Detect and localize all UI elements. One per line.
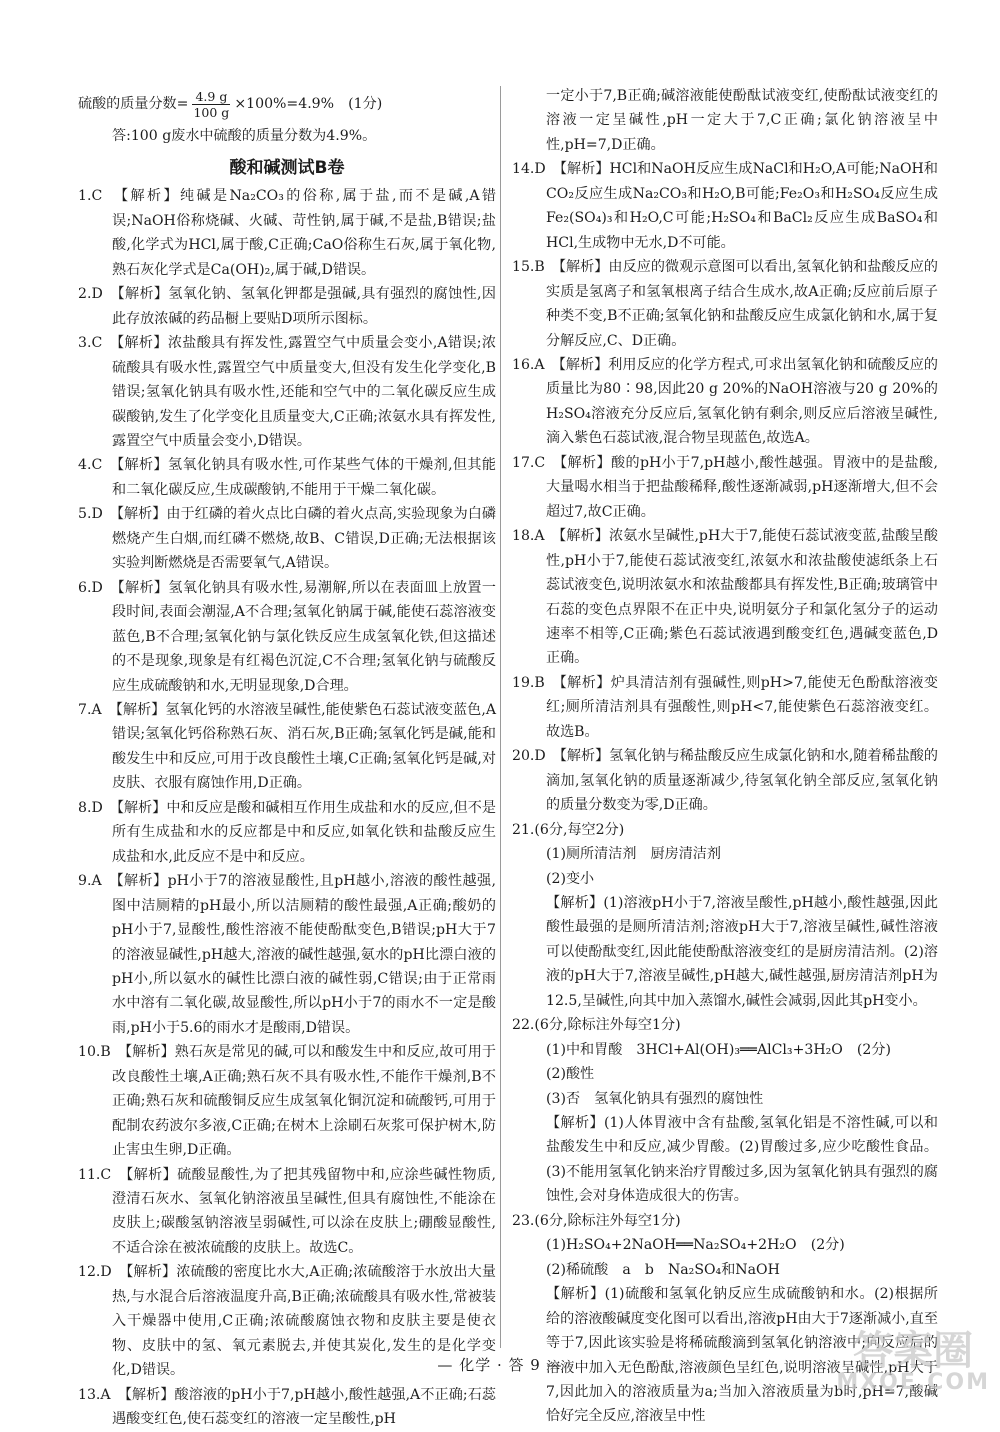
fraction-numerator: 4.9 g [192, 89, 230, 105]
answer-item: 13.A 【解析】酸溶液的pH小于7,pH越小,酸性越强,A不正确;石蕊遇酸变红色,使石蕊变红的溶液一定呈酸性,pH [78, 1386, 496, 1428]
continuation-text: 一定小于7,B正确;碱溶液能使酚酞试液变红,使酚酞试液变红的溶液一定呈碱性,pH一定大于7,C正确;氯化钠溶液呈中性,pH=7,D正确。 [546, 88, 938, 153]
page-footer: — 化学 · 答 9 — [437, 1356, 563, 1374]
answer-item: 20.D 【解析】氢氧化钠与稀盐酸反应生成氯化钠和水,随着稀盐酸的滴加,氢氧化钠的质量逐渐减少,待氢氧化钠全部反应,氢氧化钠的质量分数变为零,D正确。 [512, 748, 938, 814]
q23-answer-2: (2)稀硫酸 a b Na₂SO₄和NaOH [546, 1261, 780, 1278]
answer-item: 15.B 【解析】由反应的微观示意图可以看出,氢氧化钠和盐酸反应的实质是氢离子和氢氧根离子结合生成水,故A正确;反应前后原子种类不变,B不正确;氢氧化钠和盐酸反应生成氯化钠和水,属于复分解反应,C、D正确。 [512, 259, 938, 349]
answer-item: 1.C 【解析】纯碱是Na₂CO₃的俗称,属于盐,而不是碱,A错误;NaOH俗称烧碱、火碱、苛性钠,属于碱,不是盐,B错误;盐酸,化学式为HCl,属于酸,C正确;CaO俗称生石灰,属于氧化物,熟石灰化学式是Ca(OH)₂,属于碱,D错误。 [78, 188, 496, 278]
watermark-domain: MXQE.COM [836, 1370, 990, 1395]
watermark-text: 答案圈 [853, 1328, 974, 1374]
answer-item: 9.A 【解析】pH小于7的溶液显酸性,且pH越小,溶液的酸性越强,图中洁厕精的pH最小,所以洁厕精的酸性最强,A正确;酸奶的pH小于7,显酸性,酸性溶液不能使酚酞变色,B错误;pH大于7的溶液显碱性,pH越大,溶液的碱性越强,氨水的pH比漂白液的pH小,所以氨水的碱性比漂白液的碱性弱,C错误;由于正常雨水中溶有二氧化碳,故显酸性,所以pH小于7的雨水不一定是酸雨,pH小于5.6的雨水才是酸雨,D错误。 [78, 873, 496, 1036]
site-watermark-logo [836, 1330, 990, 1394]
q21-answer-1: (1)厕所清洁剂 厨房清洁剂 [546, 846, 721, 863]
answer-item: 4.C 【解析】氢氧化钠具有吸水性,可作某些气体的干燥剂,但其能和二氧化碳反应,生成碳酸钠,不能用于干燥二氧化碳。 [78, 457, 496, 498]
formula-fraction [192, 89, 230, 120]
q22-answer-3: (3)否 氢氧化钠具有强烈的腐蚀性 [546, 1090, 764, 1107]
q23-heading: 23.(6分,除标注外每空1分) [512, 1212, 681, 1229]
q22-analysis: 【解析】(1)人体胃液中含有盐酸,氢氧化铝是不溶性碱,可以和盐酸发生中和反应,减少胃酸。(2)胃酸过多,应少吃酸性食品。(3)不能用氢氧化钠来治疗胃酸过多,因为氢氧化钠具有强烈的腐蚀性,会对身体造成很大的伤害。 [546, 1115, 938, 1205]
q22-heading: 22.(6分,除标注外每空1分) [512, 1017, 681, 1034]
answer-item: 5.D 【解析】由于红磷的着火点比白磷的着火点高,实验现象为白磷燃烧产生白烟,而红磷不燃烧,故B、C错误,D正确;无法根据该实验判断燃烧是否需要氧气,A错误。 [78, 506, 496, 572]
answer-item: 14.D 【解析】HCl和NaOH反应生成NaCl和H₂O,A可能;NaOH和CO₂反应生成Na₂CO₃和H₂O,B可能;Fe₂O₃和H₂SO₄反应生成Fe₂(SO₄)₃和H₂O,C可能;H₂SO₄和BaCl₂反应生成BaSO₄和HCl,生成物中无水,D不可能。 [512, 161, 938, 251]
answer-item: 18.A 【解析】浓氨水呈碱性,pH大于7,能使石蕊试液变蓝,盐酸呈酸性,pH小于7,能使石蕊试液变红,浓氨水和浓盐酸使滤纸条上石蕊试液变色,说明浓氨水和浓盐酸都具有挥发性,B正确;玻璃管中石蕊的变色点界限不在正中央,说明氨分子和氯化氢分子的运动速率不相等,C正确;紫色石蕊试液遇到酸变红色,遇碱变蓝色,D正确。 [512, 528, 938, 667]
formula-lead: 硫酸的质量分数= [78, 95, 189, 112]
q21-analysis: 【解析】(1)溶液pH小于7,溶液呈酸性,pH越小,酸性越强,因此酸性最强的是厕所清洁剂;溶液pH大于7,溶液呈碱性,碱性溶液可以使酚酞变红,因此能使酚酞溶液变红的是厨房清洁剂。(2)溶液的pH大于7,溶液呈碱性,pH越大,碱性越强,厨房清洁剂pH为12.5,呈碱性,向其中加入蒸馏水,碱性会减弱,因此其pH变小。 [546, 894, 938, 1009]
answer-item: 10.B 【解析】熟石灰是常见的碱,可以和酸发生中和反应,故可用于改良酸性土壤,A正确;熟石灰不具有吸水性,不能作干燥剂,B不正确;熟石灰和硫酸铜反应生成氢氧化铜沉淀和硫酸钙,可用于配制农药波尔多液,C正确;在树木上涂刷石灰浆可保护树木,防止害虫生卵,D正确。 [78, 1044, 496, 1159]
answer-line: 答:100 g废水中硫酸的质量分数为4.9%。 [112, 128, 377, 144]
mass-fraction-formula [78, 84, 496, 124]
q22-answer-1: (1)中和胃酸 3HCl+Al(OH)₃══AlCl₃+3H₂O (2分) [546, 1041, 891, 1058]
fraction-denominator: 100 g [193, 104, 230, 120]
answer-item: 11.C 【解析】硫酸显酸性,为了把其残留物中和,应涂些碱性物质,澄清石灰水、氢氧化钠溶液虽呈碱性,但具有腐蚀性,不能涂在皮肤上;碳酸氢钠溶液呈弱碱性,可以涂在皮肤上;硼酸显酸性,不适合涂在被浓硫酸的皮肤上。故选C。 [78, 1166, 496, 1256]
answer-item: 8.D 【解析】中和反应是酸和碱相互作用生成盐和水的反应,但不是所有生成盐和水的反应都是中和反应,如氧化铁和盐酸反应生成盐和水,此反应不是中和反应。 [78, 799, 496, 865]
answer-item: 16.A 【解析】利用反应的化学方程式,可求出氢氧化钠和硫酸反应的质量比为80∶98,因此20 g 20%的NaOH溶液与20 g 20%的H₂SO₄溶液充分反应后,氢氧化钠有剩余,则反应后溶液呈碱性,滴入紫色石蕊试液,混合物呈现蓝色,故选A。 [512, 356, 938, 447]
answer-item: 6.D 【解析】氢氧化钠具有吸水性,易潮解,所以在表面皿上放置一段时间,表面会潮湿,A不合理;氢氧化钠属于碱,能使石蕊溶液变蓝色,B不合理;氢氧化钠与氯化铁反应生成氢氧化铁,但这描述的不是现象,现象是有红褐色沉淀,C不合理;氢氧化钠与硫酸反应生成硫酸钠和水,无明显现象,D合理。 [78, 579, 496, 694]
answer-item: 2.D 【解析】氢氧化钠、氢氧化钾都是强碱,具有强烈的腐蚀性,因此存放浓碱的药品橱上要贴D项所示图标。 [78, 286, 496, 327]
q21-heading: 21.(6分,每空2分) [512, 821, 625, 838]
right-column [512, 84, 938, 1429]
answer-item: 17.C 【解析】酸的pH小于7,pH越小,酸性越强。胃液中的是盐酸,大量喝水相当于把盐酸稀释,酸性逐渐减弱,pH逐渐增大,但不会超过7,故C正确。 [512, 454, 938, 520]
formula-tail: ×100%=4.9% (1分) [234, 95, 383, 112]
left-column [78, 84, 496, 1432]
answer-item: 7.A 【解析】氢氧化钙的水溶液呈碱性,能使紫色石蕊试液变蓝色,A错误;氢氧化钙俗称熟石灰、消石灰,B正确;氢氧化钙是碱,能和酸发生中和反应,可用于改良酸性土壤,C正确;氢氧化钙是碱,对皮肤、衣服有腐蚀作用,D正确。 [78, 701, 496, 792]
section-title: 酸和碱测试B卷 [229, 158, 345, 179]
answer-item: 3.C 【解析】浓盐酸具有挥发性,露置空气中质量会变小,A错误;浓硫酸具有吸水性,露置空气中质量变大,但没有发生化学变化,B错误;氢氧化钠具有吸水性,还能和空气中的二氧化碳反应生成碳酸钠,发生了化学变化且质量变大,C正确;浓氨水具有挥发性,露置空气中质量会变小,D错误。 [78, 335, 496, 449]
q21-answer-2: (2)变小 [546, 870, 595, 887]
answer-item: 19.B 【解析】炉具清洁剂有强碱性,则pH>7,能使无色酚酞溶液变红;厕所清洁剂具有强酸性,则pH<7,能使紫色石蕊溶液变红。故选B。 [512, 674, 938, 740]
column-divider [500, 86, 501, 1348]
q23-analysis: 【解析】(1)硫酸和氢氧化钠反应生成硫酸钠和水。(2)根据所给的溶液酸碱度变化图可以看出,溶液pH由大于7逐渐减小,直至等于7,因此该实验是将稀硫酸滴到氢氧化钠溶液中;向反应后的溶液中加入无色酚酞,溶液颜色呈红色,说明溶液呈碱性,pH大于7,因此加入的溶液质量为a;当加入溶液质量为b时,pH=7,酸碱恰好完全反应,溶液呈中性 [546, 1286, 938, 1425]
answer-item: 12.D 【解析】浓硫酸的密度比水大,A正确;浓硫酸溶于水放出大量热,与水混合后溶液温度升高,B正确;浓硫酸具有吸水性,常被装入干燥器中使用,C正确;浓硫酸腐蚀衣物和皮肤主要是使衣物、皮肤中的氢、氧元素脱去,并使其炭化,发生的是化学变化,D错误。 [78, 1264, 496, 1379]
q23-answer-1: (1)H₂SO₄+2NaOH══Na₂SO₄+2H₂O (2分) [546, 1237, 845, 1254]
q22-answer-2: (2)酸性 [546, 1066, 595, 1083]
